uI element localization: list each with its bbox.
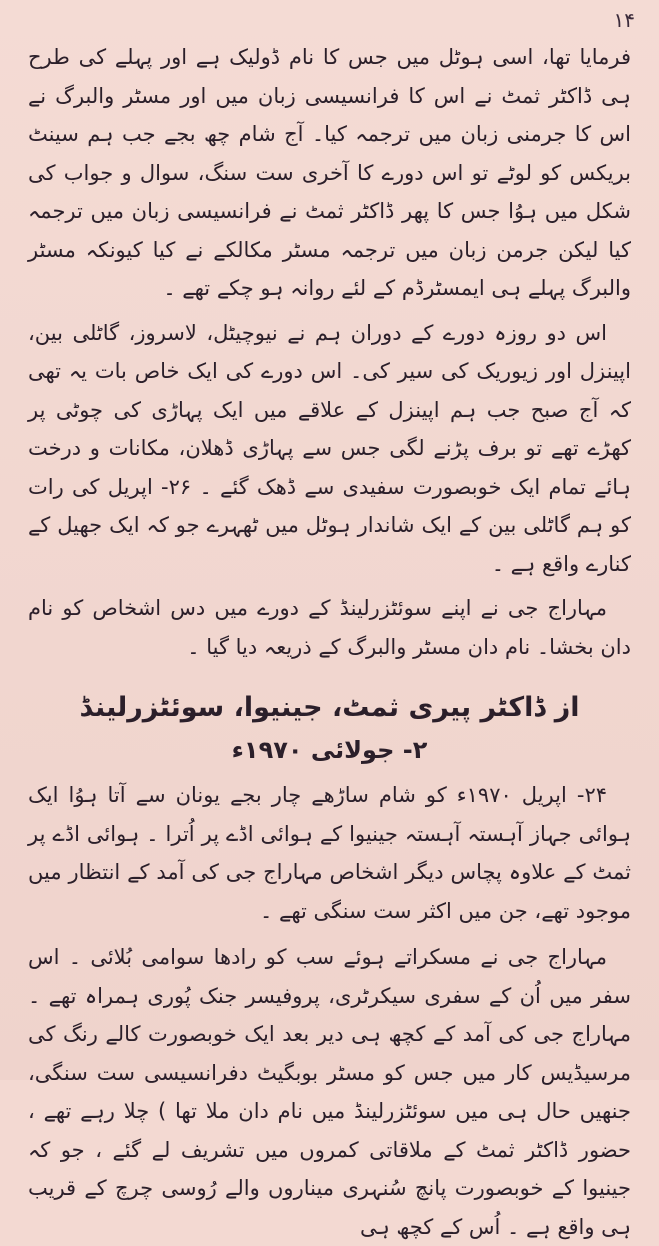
letter-paragraph-1: ۲۴- اپریل ۱۹۷۰ء کو شام ساڑھے چار بجے یونان سے آتا ہوُا ایک ہوائی جہاز آہستہ آہستہ جینیوا کے ہوائی اڈے پر اُترا ۔ ہوائی اڈے پر ثمٹ کے علاوہ پچاس دیگر اشخاص مہاراج جی کی آمد کے انتظار میں موجود تھے، جن میں اکثر ست سنگی تھے ۔ [28, 783, 631, 923]
letter-heading: از ڈاکٹر پیری ثمٹ، جینیوا، سوئٹزرلینڈ [79, 692, 580, 723]
letter-date: ۲- جولائی ۱۹۷۰ء [231, 736, 428, 764]
paragraph-2: اس دو روزہ دورے کے دوران ہم نے نیوچیٹل، لاسروز، گاٹلی بین، اپینزل اور زیوریک کی سیر کی۔ اس دورے کی ایک خاص بات یہ تھی کہ آج صبح جب ہم اپینزل کے علاقے میں ایک پہاڑی کی چوٹی پر کھڑے تھے تو برف پڑنے لگی جس سے پہاڑی ڈھلان، مکانات و درخت ہائے تمام ایک خوبصورت سفیدی سے ڈھک گئے ۔ ۲۶- اپریل کی رات کو ہم گاٹلی بین کے ایک شاندار ہوٹل میں ٹھہرے جو کہ ایک جھیل کے کنارے واقع ہے ۔ [28, 320, 631, 576]
paragraph-3: مہاراج جی نے اپنے سوئٹزرلینڈ کے دورے میں دس اشخاص کو نام دان بخشا۔ نام دان مسٹر والبرگ کے ذریعہ دیا گیا ۔ [28, 596, 631, 659]
paragraph-1: فرمایا تھا، اسی ہوٹل میں جس کا نام ڈولیک ہے اور پہلے کی طرح ہی ڈاکٹر ثمٹ نے اس کا فرانسیسی زبان میں اور مسٹر والبرگ نے اس کا جرمنی زبان میں ترجمہ کیا۔ آج شام چھ بجے جب ہم سینٹ بریکس کو لوٹے تو اس دورے کا آخری ست سنگ، سوال و جواب کی شکل میں ہوُا جس کا پھر ڈاکٹر ثمٹ نے فرانسیسی زبان میں ترجمہ کیا لیکن جرمن زبان میں ترجمہ مسٹر مکالکے نے کیا کیونکہ مسٹر والبرگ پہلے ہی ایمسٹرڈم کے لئے روانہ ہو چکے تھے ۔ [28, 45, 631, 300]
letter-paragraph-2: مہاراج جی نے مسکراتے ہوئے سب کو رادھا سوامی بُلائی ۔ اس سفر میں اُن کے سفری سیکرٹری، پروفیسر جنک پُوری ہمراہ تھے ۔ مہاراج جی کی آمد کے کچھ ہی دیر بعد ایک خوبصورت کالے رنگ کی مرسیڈیس کار میں جس کو مسٹر بوبگیٹ دفرانسیسی ست سنگی، جنھیں حال ہی میں سوئٹزرلینڈ میں نام دان ملا تھا ) چلا رہے تھے ، حضور ڈاکٹر ثمٹ کے ملاقاتی کمروں میں تشریف لے گئے ، جو کہ جینیوا کے خوبصورت پانچ سُنہری میناروں والے رُوسی چرچ کے قریب ہی واقع ہے ۔ اُس کے کچھ ہی [28, 945, 631, 1239]
page-number: ۱۴ [613, 8, 635, 32]
